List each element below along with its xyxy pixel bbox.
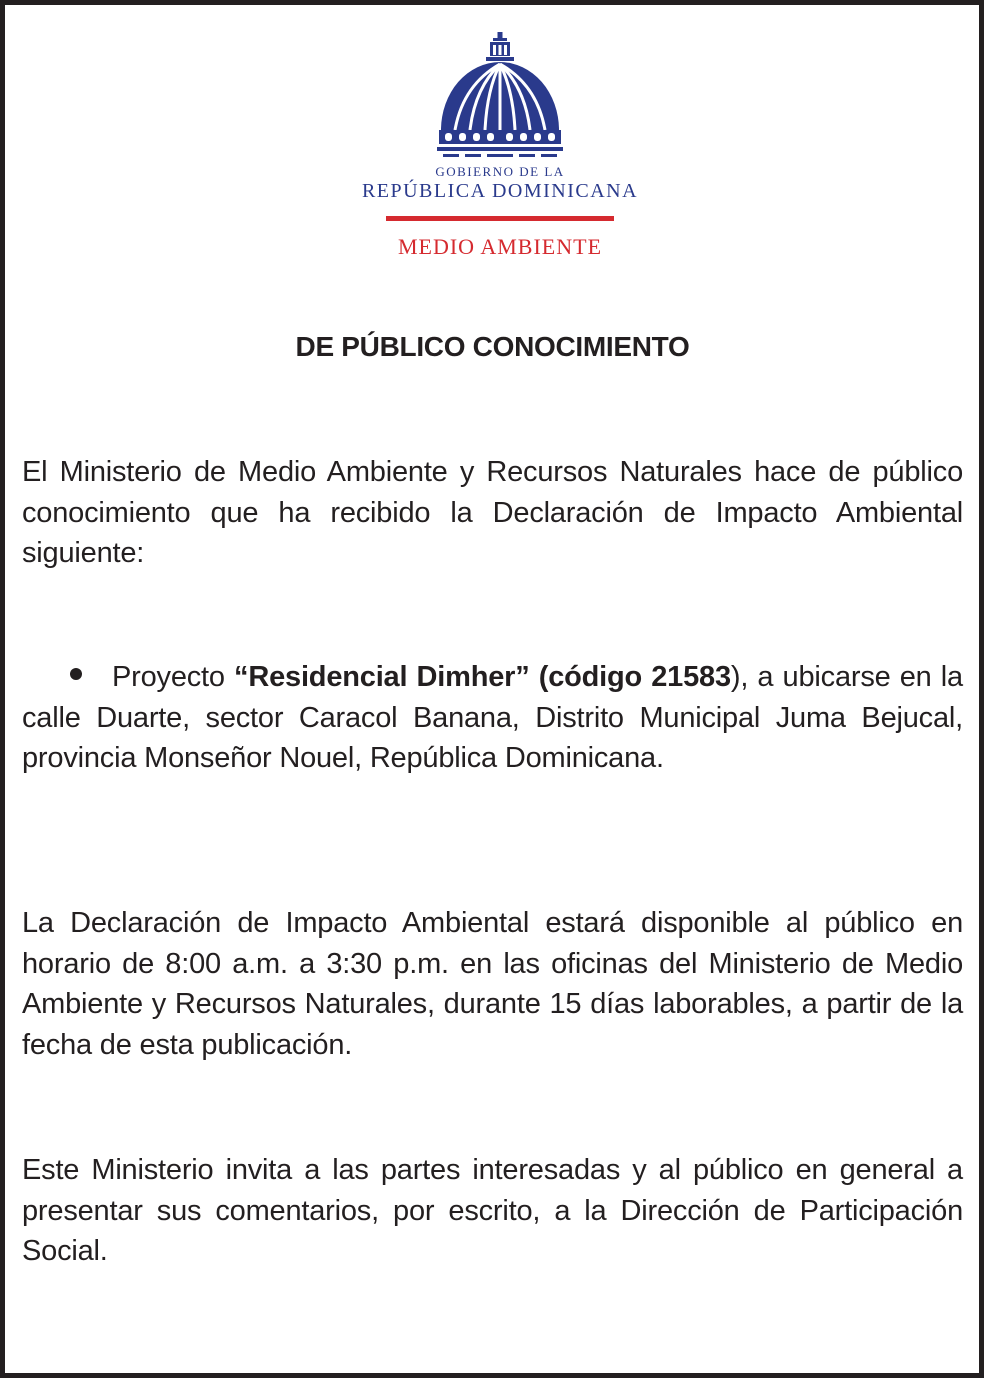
availability-paragraph: La Declaración de Impacto Ambiental estará disponible al público en horario de 8:00 a.m. a 3:30 p.m. en las oficinas del Ministerio de Medio Ambiente y Recursos Naturales, durante 15 días laborables, a partir de la fecha de esta publicación. xyxy=(22,907,963,1061)
national-palace-dome-icon xyxy=(435,30,565,160)
notice-title: DE PÚBLICO CONOCIMIENTO xyxy=(295,331,690,362)
project-list-item xyxy=(22,657,963,779)
project-name: “Residencial Dimher” xyxy=(234,661,530,693)
project-code-close: ) xyxy=(730,661,741,693)
intro-paragraph: El Ministerio de Medio Ambiente y Recursos Naturales hace de público conocimiento que ha recibido la Declaración de Impacto Ambiental siguiente: xyxy=(22,456,963,569)
logo-text-gobierno: GOBIERNO DE LA xyxy=(435,164,565,179)
logo-divider xyxy=(386,216,614,221)
project-location: , a ubicarse en la calle Duarte, sector Caracol Banana, Distrito Municipal Juma Bejucal, provincia Monseñor Nouel, República Dominicana. xyxy=(22,661,963,774)
item-prefix: Proyecto xyxy=(112,661,235,693)
project-code: (código 21583 xyxy=(529,661,731,693)
government-logo xyxy=(340,30,660,270)
bullet-icon xyxy=(70,668,82,680)
invitation-paragraph: Este Ministerio invita a las partes interesadas y al público en general a presentar sus comentarios, por escrito, a la Dirección de Participación Social. xyxy=(22,1154,963,1267)
logo-text-ministry: MEDIO AMBIENTE xyxy=(397,234,603,259)
logo-text-republica: REPÚBLICA DOMINICANA xyxy=(361,180,639,202)
